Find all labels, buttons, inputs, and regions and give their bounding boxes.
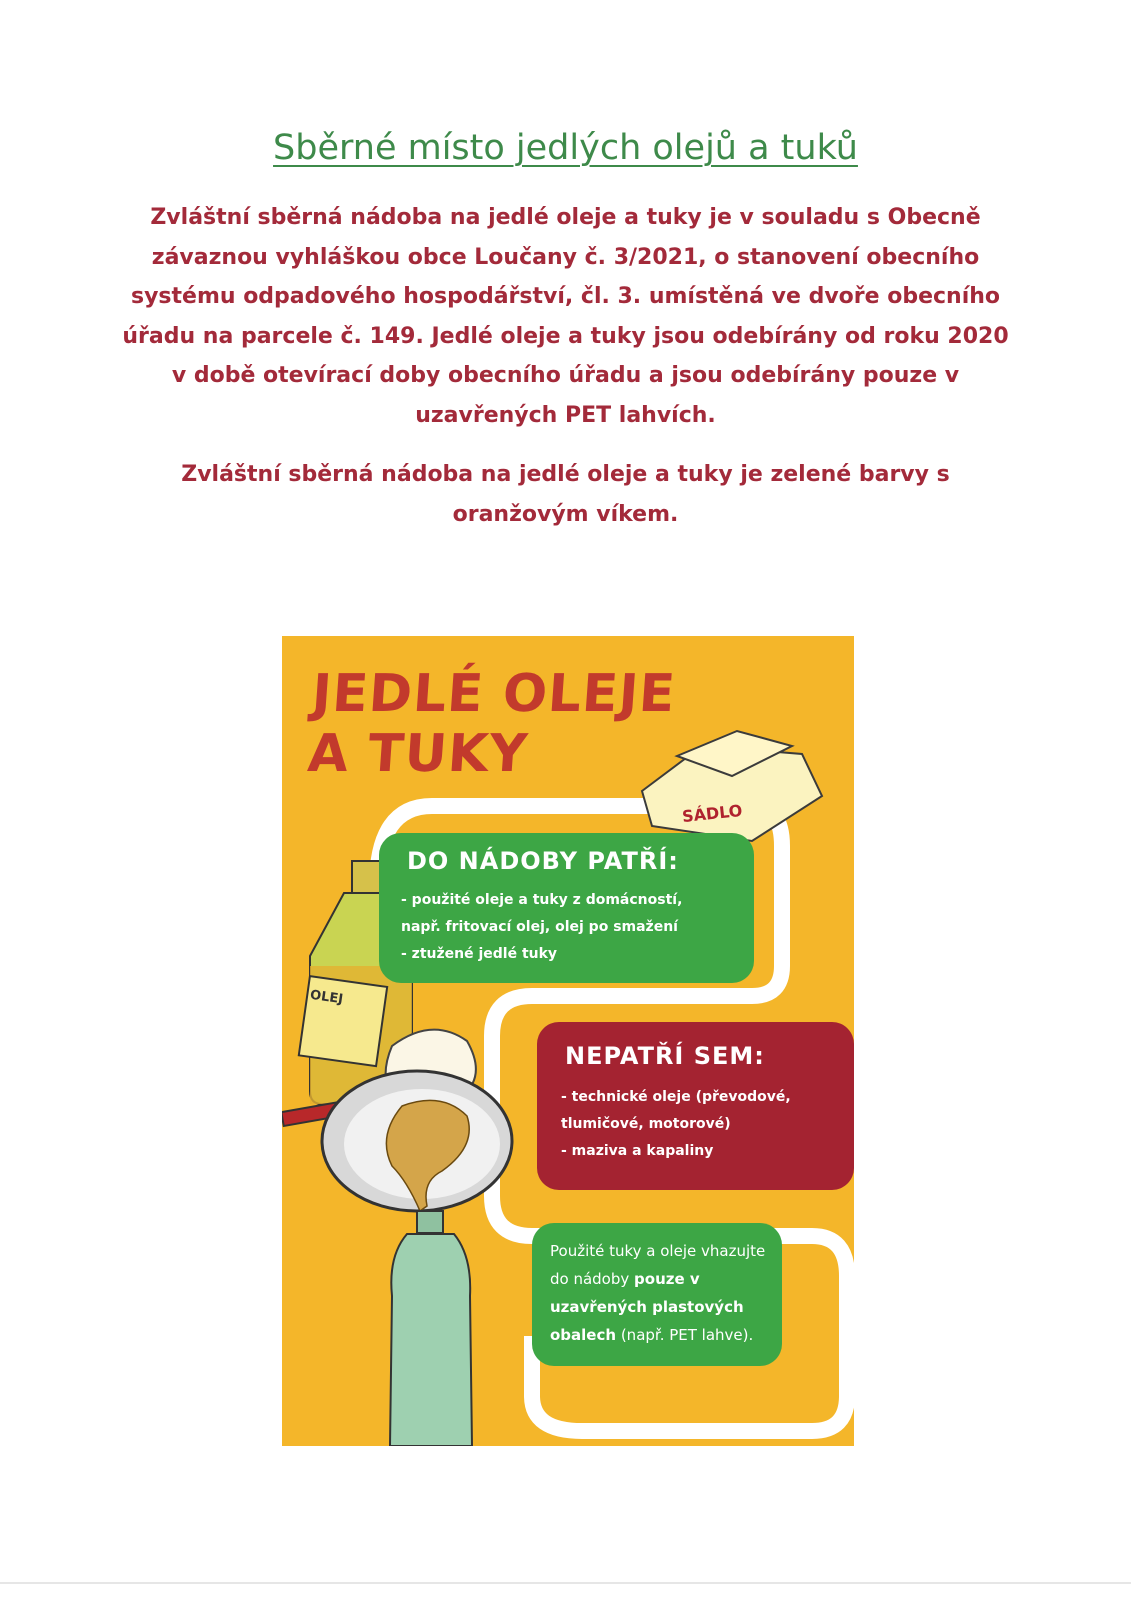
list-item: - použité oleje a tuky z domácností, <box>401 892 683 908</box>
belongs-heading: DO NÁDOBY PATŘÍ: <box>407 847 679 875</box>
list-item: např. fritovací olej, olej po smažení <box>401 919 678 935</box>
pet-bottle-icon <box>390 1211 472 1446</box>
poster-image <box>282 636 854 1446</box>
belongs-list <box>401 887 741 968</box>
lard-label: SÁDLO <box>681 800 744 827</box>
page-title: Sběrné místo jedlých olejů a tuků <box>273 128 858 168</box>
not-belongs-list <box>561 1084 851 1165</box>
list-item: tlumičové, motorové) <box>561 1116 731 1132</box>
not-belongs-heading: NEPATŘÍ SEM: <box>565 1042 765 1070</box>
poster-title-line1: JEDLÉ OLEJE <box>310 664 678 724</box>
list-item: - ztužené jedlé tuky <box>401 946 558 962</box>
list-item: - technické oleje (převodové, <box>561 1089 791 1105</box>
container-color-paragraph: Zvláštní sběrná nádoba na jedlé oleje a tuky je zelené barvy s oranžovým víkem. <box>181 462 950 527</box>
scan-edge-line <box>0 1582 1131 1584</box>
note-box <box>532 1223 782 1366</box>
note-text: Použité tuky a oleje vhazujte do nádoby pouze v uzavřených plastových obalech (např. PET lahve). <box>550 1242 766 1344</box>
poster-title <box>306 664 678 784</box>
not-belongs-box <box>537 1022 854 1190</box>
belongs-box <box>379 833 754 983</box>
oil-label: OLEJ <box>309 987 344 1008</box>
list-item: - maziva a kapaliny <box>561 1143 714 1159</box>
intro-paragraph: Zvláštní sběrná nádoba na jedlé oleje a tuky je v souladu s Obecně závaznou vyhláškou obce Loučany č. 3/2021, o stanovení obecního systému odpadového hospodářství, čl. 3. umístěná ve dvoře obecního úřadu na parcele č. 149. Jedlé oleje a tuky jsou odebírány od roku 2020 v době otevírací doby obecního úřadu a jsou odebírány pouze v uzavřených PET lahvích. <box>122 205 1009 428</box>
poster-title-line2: A TUKY <box>305 724 530 784</box>
